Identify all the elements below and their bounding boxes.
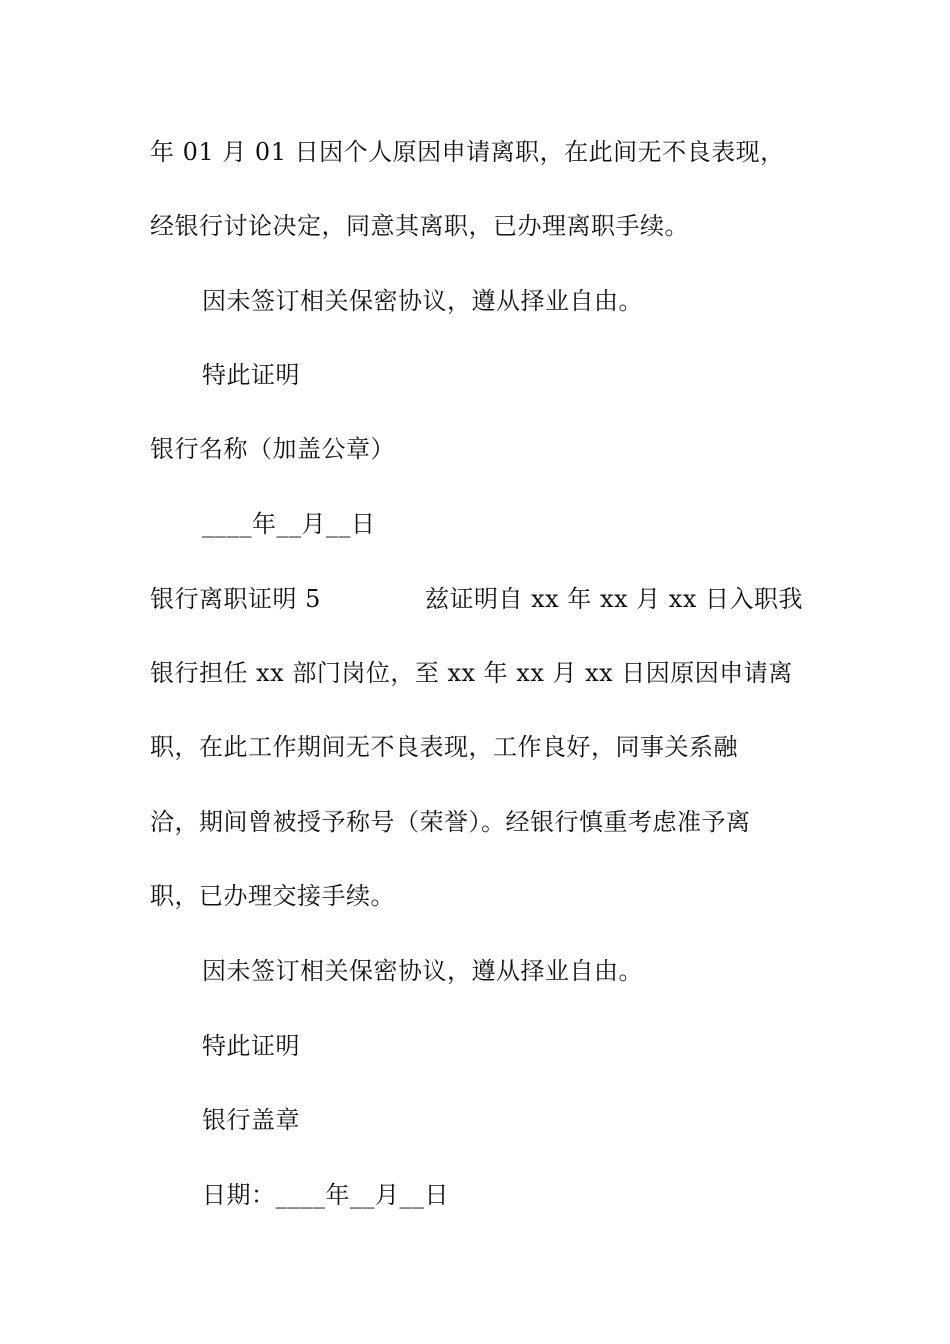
body-text-line-6: 洽，期间曾被授予称号（荣誉）。经银行慎重考虑准予离 — [150, 808, 751, 836]
body-text-line-2: 经银行讨论决定，同意其离职，已办理离职手续。 — [150, 212, 689, 240]
certification-statement-2: 特此证明 — [202, 1032, 300, 1060]
bank-name-seal-label: 银行名称（加盖公章） — [150, 435, 395, 463]
body-text-line-3: 兹证明自 xx 年 xx 月 xx 日入职我 — [425, 585, 803, 613]
certification-statement-1: 特此证明 — [202, 361, 300, 389]
confidentiality-note-1: 因未签订相关保密协议，遵从择业自由。 — [202, 287, 643, 315]
body-text-line-1: 年 01 月 01 日因个人原因申请离职，在此间无不良表现， — [150, 138, 785, 166]
section-heading-certificate-5: 银行离职证明 5 — [150, 585, 321, 613]
body-text-line-4: 银行担任 xx 部门岗位，至 xx 年 xx 月 xx 日因原因申请离 — [150, 659, 793, 687]
date-line: 日期：____年__月__日 — [202, 1181, 449, 1209]
body-text-line-7: 职，已办理交接手续。 — [150, 882, 395, 910]
body-text-line-5: 职，在此工作期间无不良表现，工作良好，同事关系融 — [150, 733, 738, 761]
confidentiality-note-2: 因未签订相关保密协议，遵从择业自由。 — [202, 957, 643, 985]
date-blank-1: ____年__月__日 — [202, 510, 376, 538]
bank-seal-label: 银行盖章 — [202, 1106, 300, 1134]
